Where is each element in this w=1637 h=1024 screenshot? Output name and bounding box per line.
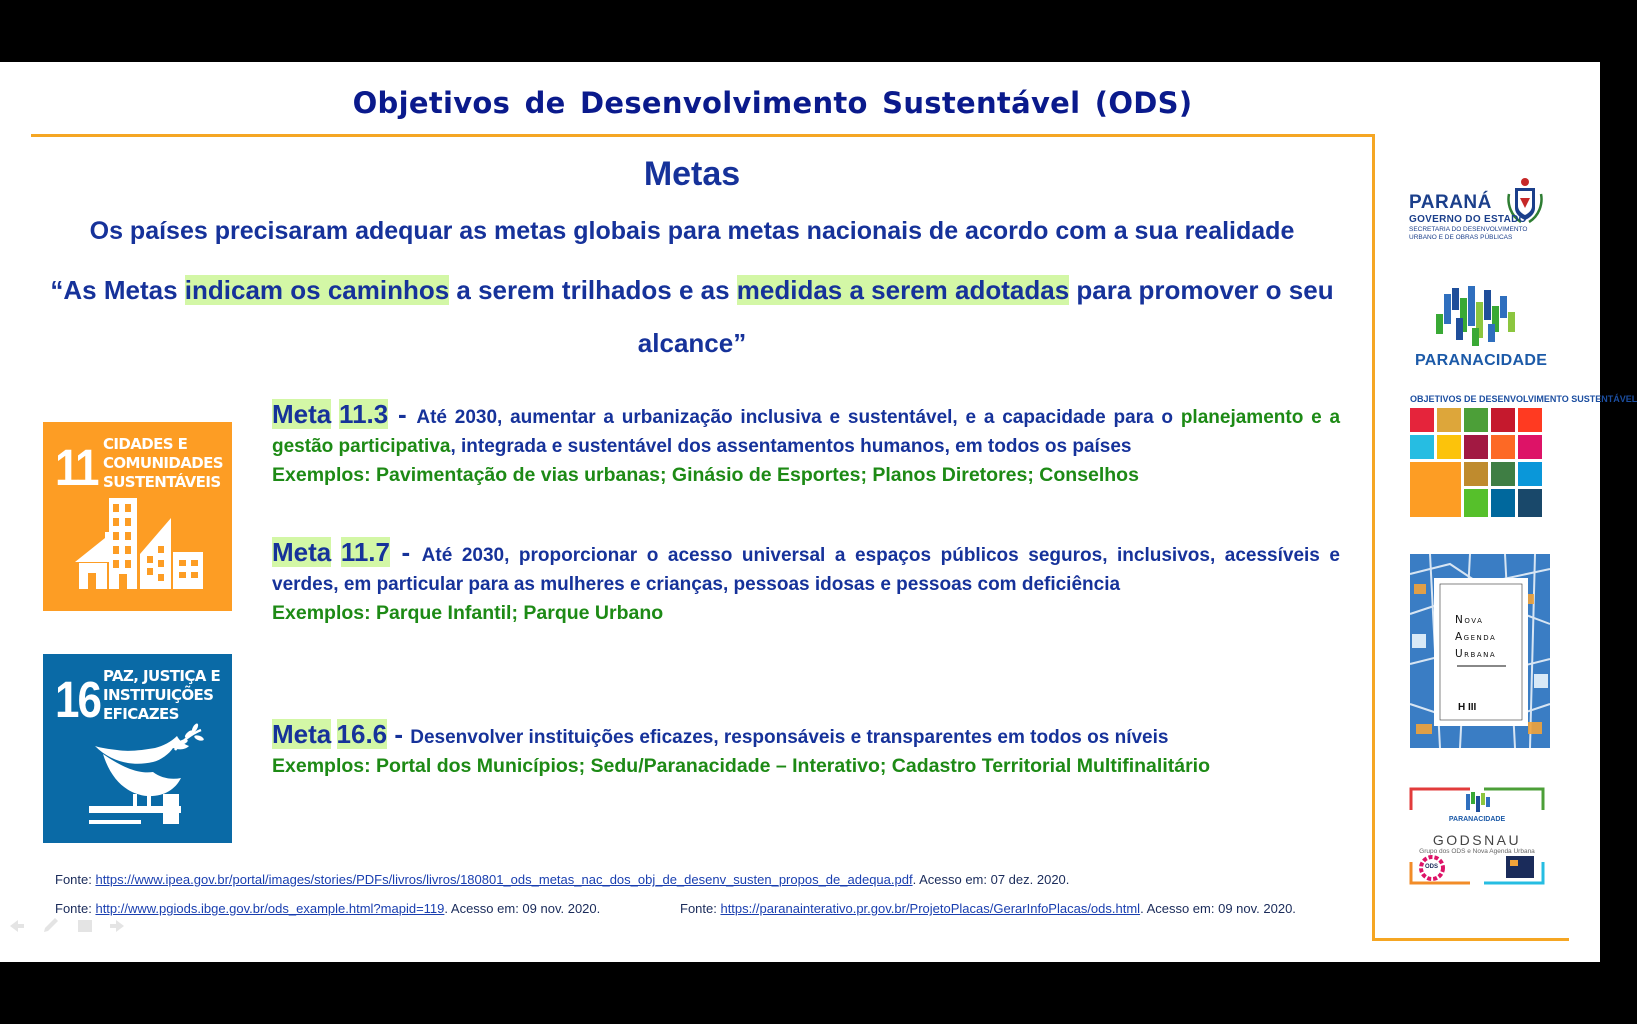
meta-text: Até 2030, aumentar a urbanização inclusiva e sustentável, e a capacidade para o	[416, 407, 1181, 428]
source-suffix: . Acesso em: 07 dez. 2020.	[912, 872, 1070, 887]
meta-number: 11.3	[339, 399, 389, 429]
meta-text: Até 2030, proporcionar o acesso universal a espaços públicos seguros, inclusivos, acessíveis e verdes, em particular para as mulheres e crianças, pessoas idosas e pessoas com deficiência	[272, 545, 1341, 595]
ods-goals-grid-logo	[1410, 394, 1637, 518]
slide-nav-icons	[8, 918, 128, 934]
frame-line-top	[31, 134, 1374, 137]
quote-highlight: indicam os caminhos	[184, 275, 450, 305]
meta-description	[272, 720, 1340, 752]
slide-title: Objetivos de Desenvolvimento Sustentável (ODS)	[352, 86, 1193, 120]
source-line	[55, 901, 600, 916]
menu-icon	[78, 920, 92, 932]
parana-secretaria: SECRETARIA DO DESENVOLVIMENTO URBANO E DE OBRAS PÚBLICAS	[1409, 226, 1528, 241]
lead-text: Os países precisaram adequar as metas globais para metas nacionais de acordo com a sua realidade	[89, 217, 1295, 245]
nau-footer: H III	[1458, 702, 1477, 713]
meta-description	[272, 538, 1340, 599]
meta-label: Meta	[272, 537, 332, 567]
meta-dash: -	[388, 399, 417, 429]
meta-description	[272, 400, 1340, 461]
quote-part: para promover o seu alcance”	[637, 275, 1334, 358]
meta-16-6	[272, 720, 1340, 780]
parana-government-logo	[1405, 174, 1537, 250]
paranacidade-part: PARANA	[1415, 352, 1485, 369]
source-suffix: . Acesso em: 09 nov. 2020.	[1140, 901, 1296, 916]
godsnau-ods-label: ODS	[1425, 864, 1439, 870]
sdg-label: PAZ, JUSTIÇA E INSTITUIÇÕES EFICAZES	[103, 667, 221, 723]
frame-line-right	[1372, 134, 1375, 940]
godsnau-subtitle: Grupo dos ODS e Nova Agenda Urbana	[1419, 848, 1535, 855]
nau-title: Nova Agenda Urbana	[1455, 614, 1497, 660]
pen-icon	[44, 918, 58, 932]
meta-11-7	[272, 538, 1340, 627]
source-link[interactable]: http://www.pgiods.ibge.gov.br/ods_example.html?mapid=119	[95, 901, 445, 916]
godsnau-logo	[1410, 788, 1544, 884]
sdg-label: CIDADES E COMUNIDADES SUSTENTÁVEIS	[103, 435, 223, 491]
parana-title: PARANÁ	[1409, 192, 1492, 213]
quote-highlight: medidas a serem adotadas	[736, 275, 1070, 305]
paranacidade-wordmark	[1415, 352, 1547, 370]
prev-arrow-icon	[10, 920, 24, 932]
source-link[interactable]: https://paranainterativo.pr.gov.br/ProjetoPlacas/GerarInfoPlacas/ods.html	[720, 901, 1141, 916]
sdg-number: 11	[55, 440, 98, 497]
source-link[interactable]: https://www.ipea.gov.br/portal/images/stories/PDFs/livros/livros/180801_ods_metas_nac_dos_obj_de_desenv_susten_propos_de_adequa.pdf	[95, 872, 913, 887]
meta-dash: -	[387, 719, 411, 749]
parana-subtitle: GOVERNO DO ESTADO	[1409, 214, 1527, 225]
meta-number: 11.7	[340, 537, 390, 567]
next-arrow-icon	[110, 920, 124, 932]
slideshow-nav	[8, 918, 128, 934]
sdg-16-tile	[43, 654, 232, 843]
slide	[0, 62, 1637, 962]
source-prefix: Fonte:	[55, 901, 96, 916]
meta-examples: Exemplos: Pavimentação de vias urbanas; Ginásio de Esportes; Planos Diretores; Conselhos	[272, 464, 1139, 486]
meta-11-3	[272, 400, 1340, 489]
ods-grid-heading: OBJETIVOS DE DESENVOLVIMENTO SUSTENTÁVEL	[1410, 394, 1637, 404]
source-prefix: Fonte:	[55, 872, 96, 887]
source-line	[55, 872, 1069, 887]
section-subtitle: Metas	[643, 155, 741, 193]
frame-line-bottom	[1372, 938, 1569, 941]
quote-text	[40, 264, 1344, 370]
paranacidade-mark-icon	[1412, 284, 1538, 350]
nova-agenda-urbana-cover	[1410, 554, 1550, 748]
meta-label: Meta	[272, 719, 332, 749]
paranacidade-part: CIDADE	[1484, 352, 1548, 369]
meta-examples: Exemplos: Portal dos Municípios; Sedu/Paranacidade – Interativo; Cadastro Territorial Multifinalitário	[272, 755, 1210, 777]
meta-text-green: planejamento e a gestão participativa	[272, 407, 1341, 457]
meta-number: 16.6	[336, 719, 388, 749]
source-line	[680, 901, 1296, 916]
sdg-grid-icon	[1410, 408, 1544, 520]
meta-text: , integrada e sustentável dos assentamentos humanos, em todos os países	[450, 436, 1132, 457]
source-prefix: Fonte:	[680, 901, 721, 916]
source-suffix: . Acesso em: 09 nov. 2020.	[444, 901, 601, 916]
sdg-11-tile	[43, 422, 232, 611]
meta-examples: Exemplos: Parque Infantil; Parque Urbano	[272, 602, 664, 624]
sdg-number: 16	[55, 672, 100, 729]
quote-part: a serem trilhados e as	[449, 275, 737, 305]
paranacidade-logo	[1412, 284, 1548, 374]
meta-dash: -	[389, 537, 422, 567]
meta-text: Desenvolver instituições eficazes, responsáveis e transparentes em todos os níveis	[410, 727, 1169, 748]
godsnau-paranacidade: PARANACIDADE	[1448, 816, 1506, 823]
godsnau-name: GODSNAU	[1432, 832, 1522, 848]
quote-part: “As Metas	[50, 275, 185, 305]
meta-label: Meta	[272, 399, 332, 429]
